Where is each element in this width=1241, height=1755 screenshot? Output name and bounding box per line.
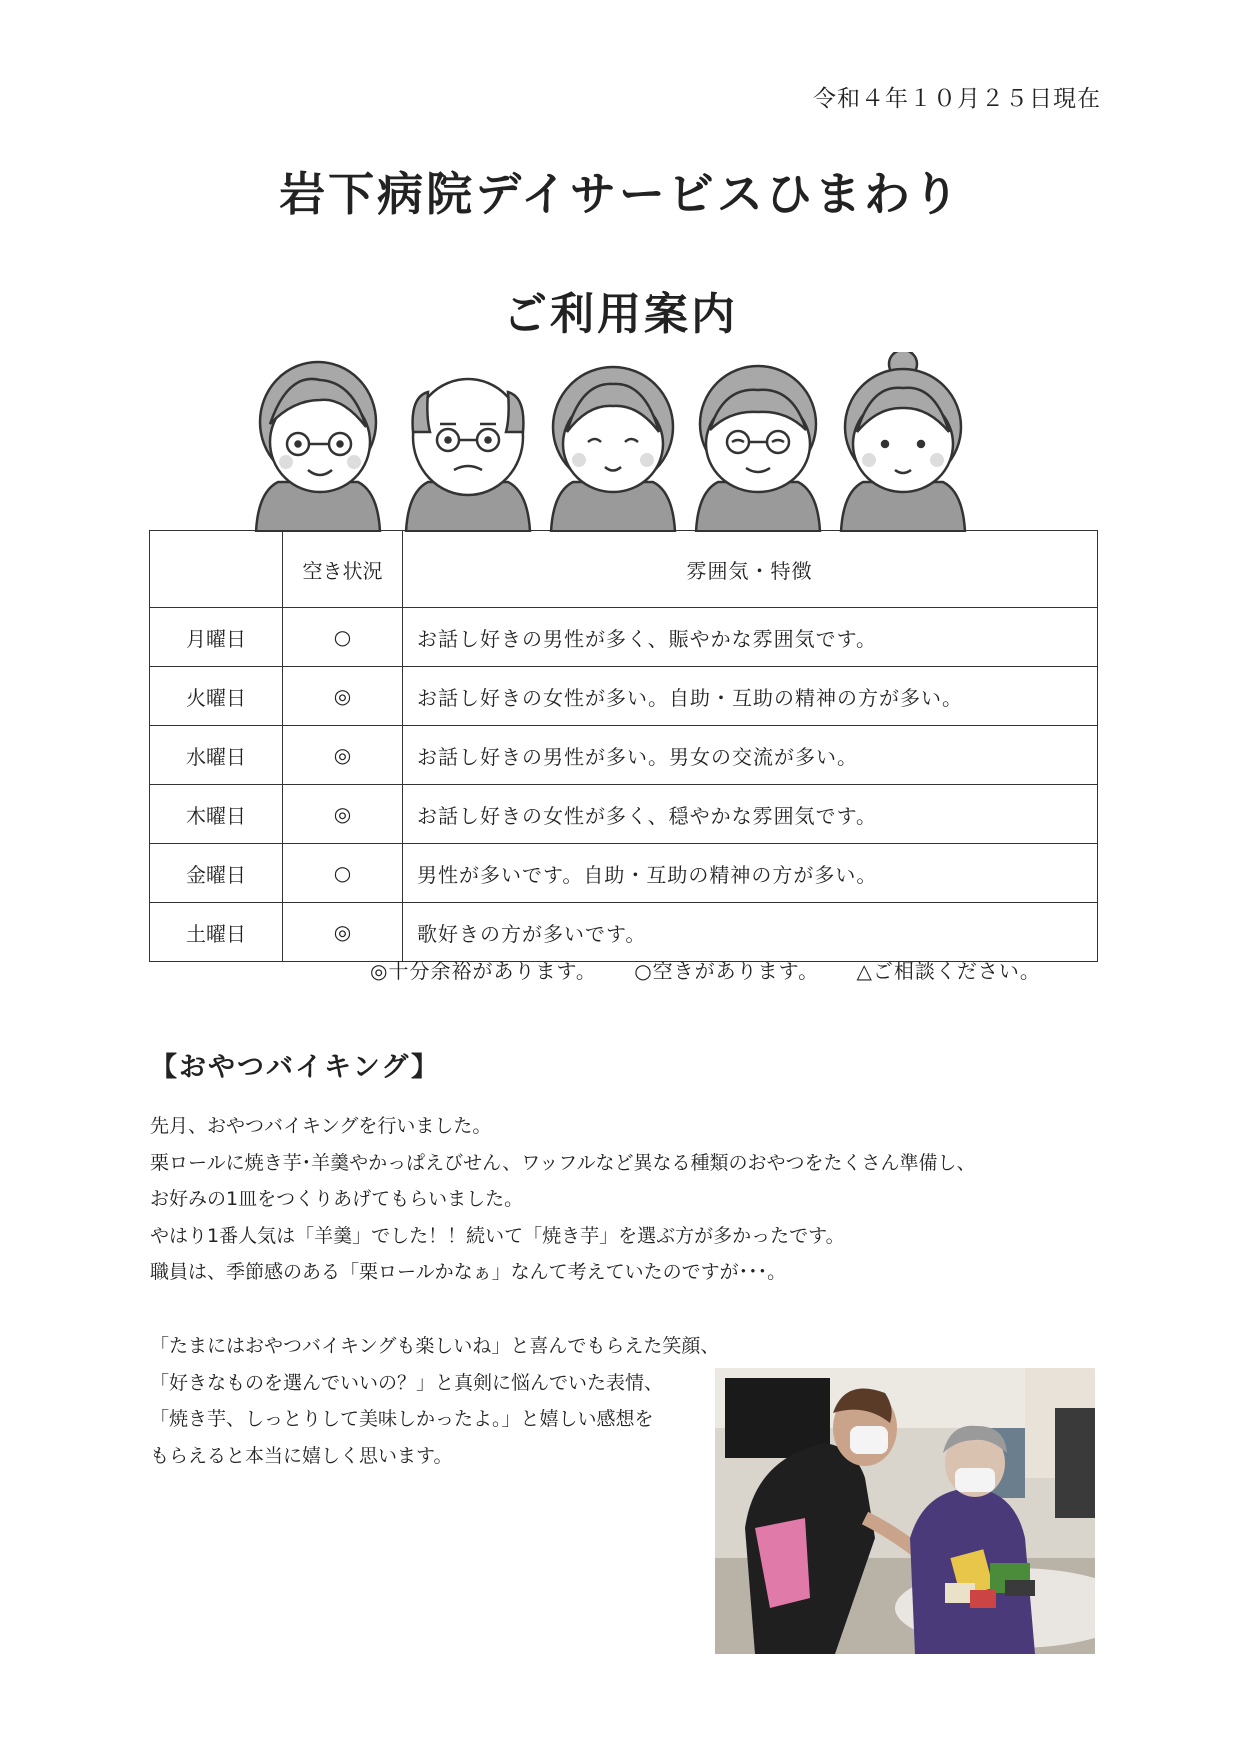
day-cell: 火曜日: [150, 667, 283, 726]
face-icon-1: [256, 362, 380, 532]
paragraph-line: 先月、おやつバイキングを行いました。: [150, 1115, 492, 1137]
day-cell: 金曜日: [150, 844, 283, 903]
page-title: 岩下病院デイサービスひまわり: [279, 167, 962, 221]
availability-legend: [370, 955, 1071, 984]
availability-cell: ◎: [283, 667, 403, 726]
table-row: [150, 903, 1098, 962]
paragraph-line: お好みの1皿をつくりあげてもらいました。: [150, 1188, 524, 1210]
legend-item-available: ○空きがあります。: [634, 959, 820, 983]
table-header-availability: 空き状況: [283, 531, 403, 608]
face-icon-5: [841, 352, 965, 532]
day-cell: 土曜日: [150, 903, 283, 962]
paragraph-line: 職員は、季節感のある「栗ロールかなぁ」なんて考えていたのですが･･･。: [150, 1261, 787, 1283]
table-row: [150, 726, 1098, 785]
snack-buffet-photo: [715, 1368, 1095, 1654]
availability-cell: ○: [283, 844, 403, 903]
table-header-description: 雰囲気・特徴: [403, 531, 1098, 608]
day-cell: 月曜日: [150, 608, 283, 667]
date-line: 令和４年１０月２５日現在: [813, 86, 1101, 112]
legend-item-consult: △ご相談ください。: [856, 959, 1041, 983]
paragraph-line: 「焼き芋、しっとりして美味しかったよ。」と嬉しい感想を: [150, 1408, 654, 1430]
paragraph-line: もらえると本当に嬉しく思います。: [150, 1444, 453, 1467]
table-row: [150, 785, 1098, 844]
day-cell: 木曜日: [150, 785, 283, 844]
description-cell: 歌好きの方が多いです。: [403, 903, 1098, 962]
description-cell: お話し好きの女性が多く、穏やかな雰囲気です。: [403, 785, 1098, 844]
section-heading: 【おやつバイキング】: [150, 1052, 440, 1083]
paragraph-line: 栗ロールに焼き芋･羊羹やかっぱえびせん、ワッフルなど異なる種類のおやつをたくさん準備し、: [150, 1151, 976, 1174]
page-subtitle: ご利用案内: [503, 289, 738, 340]
face-icon-3: [551, 367, 675, 532]
availability-cell: ○: [283, 608, 403, 667]
description-cell: 男性が多いです。自助・互助の精神の方が多い。: [403, 844, 1098, 903]
table-row: [150, 608, 1098, 667]
availability-cell: ◎: [283, 903, 403, 962]
report-paragraph-1: [150, 1108, 1110, 1291]
availability-cell: ◎: [283, 785, 403, 844]
availability-table: [149, 530, 1098, 962]
table-row: [150, 667, 1098, 726]
elderly-faces-illustration: [248, 352, 1008, 532]
report-paragraph-2: [150, 1328, 720, 1474]
table-header-day: [150, 531, 283, 608]
paragraph-line: 「たまにはおやつバイキングも楽しいね」と喜んでもらえた笑顔、: [150, 1335, 720, 1357]
day-cell: 水曜日: [150, 726, 283, 785]
face-icon-4: [696, 366, 820, 532]
legend-item-ample: ◎十分余裕があります。: [370, 959, 597, 983]
availability-cell: ◎: [283, 726, 403, 785]
face-icon-2: [406, 379, 530, 532]
description-cell: お話し好きの男性が多い。男女の交流が多い。: [403, 726, 1098, 785]
description-cell: お話し好きの男性が多く、賑やかな雰囲気です。: [403, 608, 1098, 667]
table-header-row: [150, 531, 1098, 608]
paragraph-line: 「好きなものを選んでいいの？」と真剣に悩んでいた表情、: [150, 1371, 664, 1394]
paragraph-line: やはり1番人気は「羊羹」でした！！続いて「焼き芋」を選ぶ方が多かったです。: [150, 1224, 845, 1247]
table-row: [150, 844, 1098, 903]
description-cell: お話し好きの女性が多い。自助・互助の精神の方が多い。: [403, 667, 1098, 726]
